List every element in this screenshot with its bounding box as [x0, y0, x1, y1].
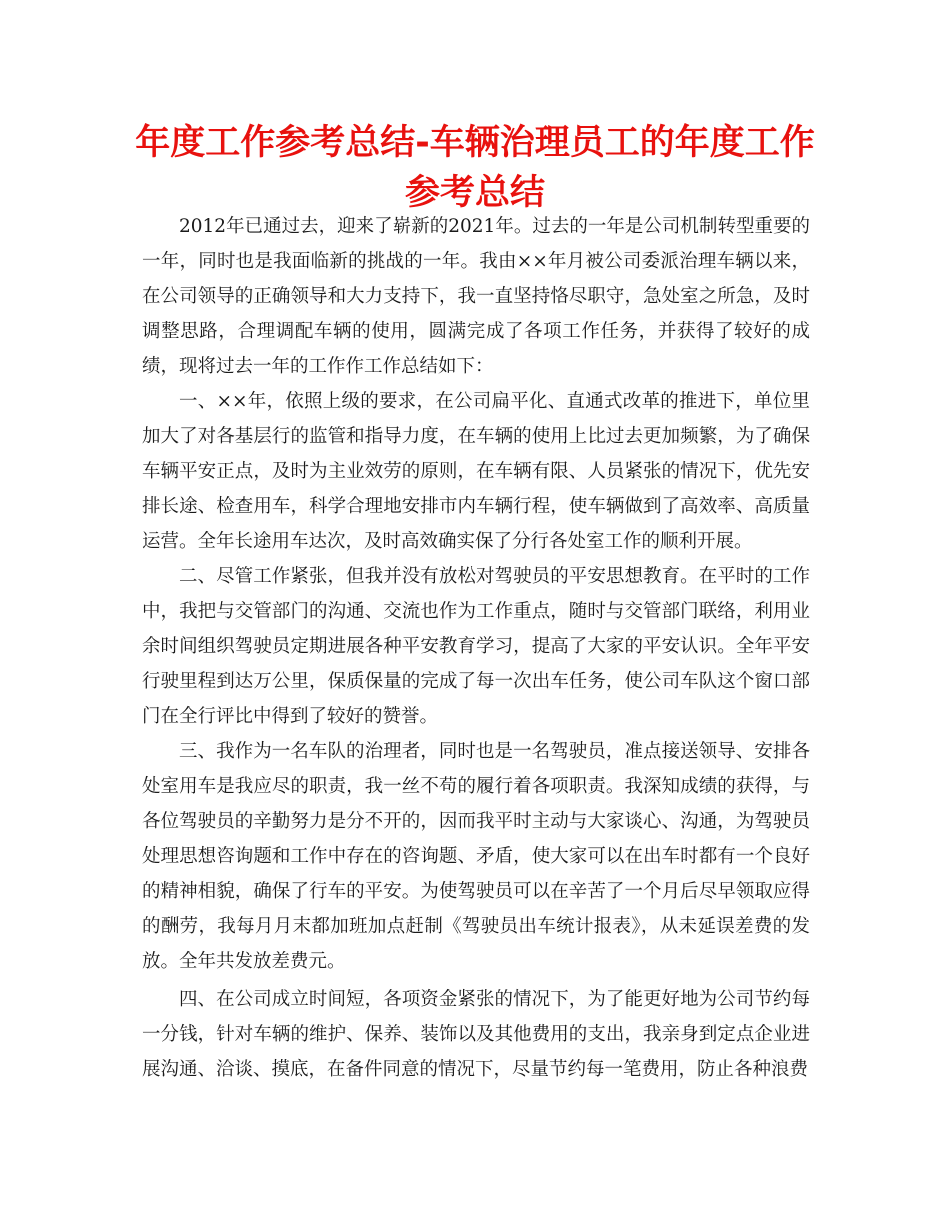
- paragraph-four: 四、在公司成立时间短，各项资金紧张的情况下，为了能更好地为公司节约每一分钱，针对车辆的维护、保养、装饰以及其他费用的支出，我亲身到定点企业进展沟通、洽谈、摸底，在备件同意的情况下，尽量节约每一笔费用，防止各种浪费: [142, 989, 810, 1080]
- document-body: [142, 209, 810, 1087]
- paragraph-one: 一、××年，依照上级的要求，在公司扁平化、直通式改革的推进下，单位里加大了对各基层行的监管和指导力度，在车辆的使用上比过去更加频繁，为了确保车辆平安正点，及时为主业效劳的原则，在车辆有限、人员紧张的情况下，优先安排长途、检查用车，科学合理地安排市内车辆行程，使车辆做到了高效率、高质量运营。全年长途用车达次，及时高效确实保了分行各处室工作的顺利开展。: [142, 391, 810, 552]
- paragraph-intro: 2012年已通过去，迎来了崭新的2021年。过去的一年是公司机制转型重要的一年，同时也是我面临新的挑战的一年。我由××年月被公司委派治理车辆以来，在公司领导的正确领导和大力支持下，我一直坚持恪尽职守，急处室之所急，及时调整思路，合理调配车辆的使用，圆满完成了各项工作任务，并获得了较好的成绩，现将过去一年的工作作工作总结如下：: [142, 216, 810, 377]
- paragraph-three: 三、我作为一名车队的治理者，同时也是一名驾驶员，准点接送领导、安排各处室用车是我应尽的职责，我一丝不苟的履行着各项职责。我深知成绩的获得，与各位驾驶员的辛勤努力是分不开的，因而我平时主动与大家谈心、沟通，为驾驶员处理思想咨询题和工作中存在的咨询题、矛盾，使大家可以在出车时都有一个良好的精神相貌，确保了行车的平安。为使驾驶员可以在辛苦了一个月后尽早领取应得的酬劳，我每月月末都加班加点赶制《驾驶员出车统计报表》，从未延误差费的发放。全年共发放差费元。: [142, 741, 810, 972]
- paragraph-two: 二、尽管工作紧张，但我并没有放松对驾驶员的平安思想教育。在平时的工作中，我把与交管部门的沟通、交流也作为工作重点，随时与交管部门联络，利用业余时间组织驾驶员定期进展各种平安教育学习，提高了大家的平安认识。全年平安行驶里程到达万公里，保质保量的完成了每一次出车任务，使公司车队这个窗口部门在全行评比中得到了较好的赞誉。: [142, 566, 810, 727]
- document-title: 年度工作参考总结-车辆治理员工的年度工作参考总结: [135, 123, 815, 213]
